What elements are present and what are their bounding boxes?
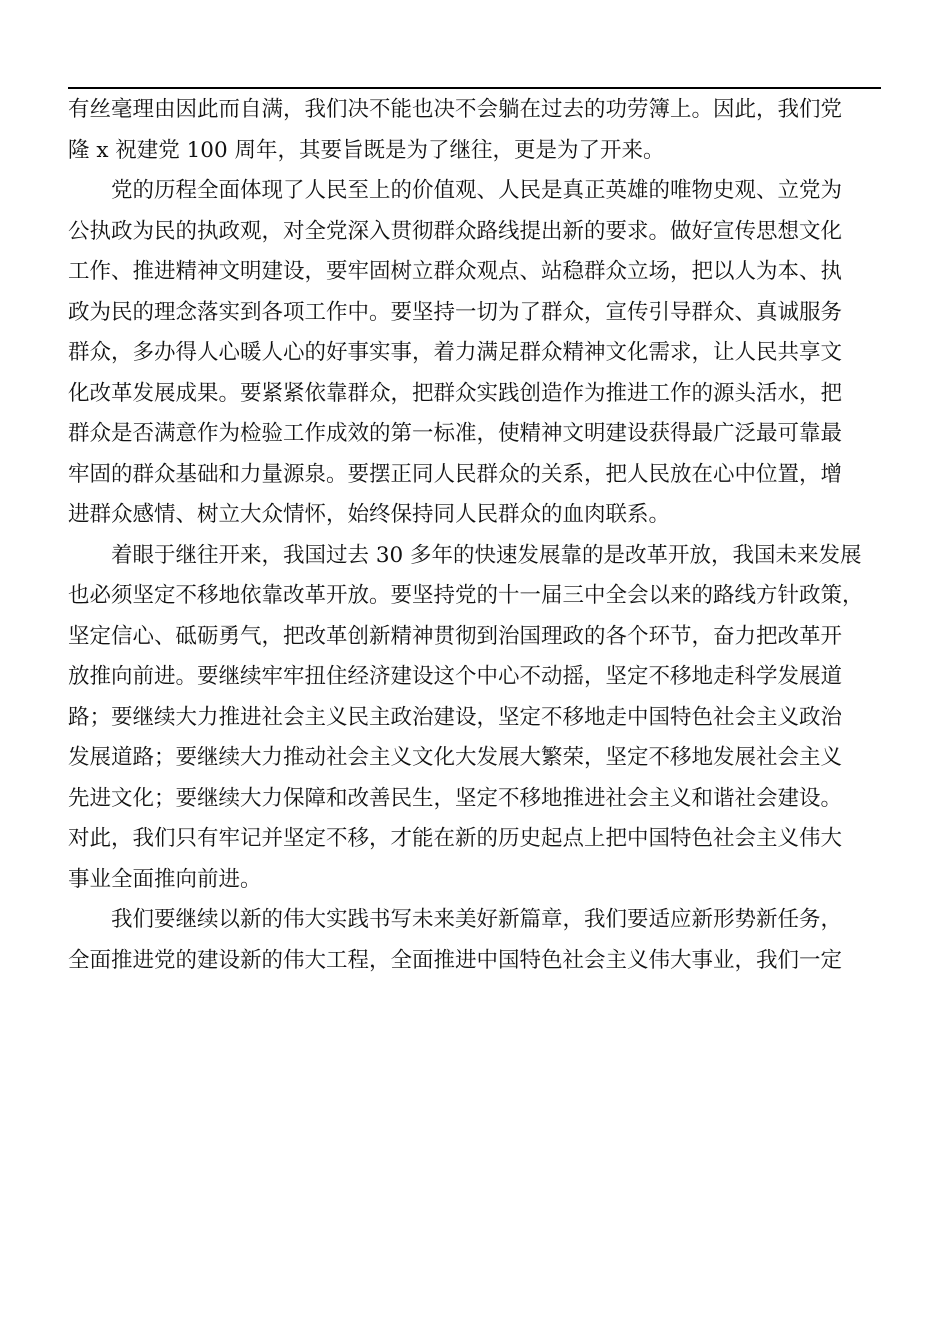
text-line: 有丝毫理由因此而自满，我们决不能也决不会躺在过去的功劳簿上。因此，我们党	[68, 97, 843, 122]
paragraph	[68, 90, 881, 171]
text-line: 党的历程全面体现了人民至上的价值观、人民是真正英雄的唯物史观、立党为	[111, 178, 843, 203]
text-line: 隆 x 祝建党 100 周年，其要旨既是为了继往，更是为了开来。	[68, 137, 665, 163]
text-line: 牢固的群众基础和力量源泉。要摆正同人民群众的关系，把人民放在心中位置，增	[68, 461, 843, 487]
document-body	[68, 90, 881, 981]
text-line: 先进文化；要继续大力保障和改善民生，坚定不移地推进社会主义和谐社会建设。	[68, 785, 843, 811]
text-line: 事业全面推向前进。	[68, 866, 262, 892]
text-line: 政为民的理念落实到各项工作中。要坚持一切为了群众，宣传引导群众、真诚服务	[68, 299, 843, 325]
text-line: 放推向前进。要继续牢牢扭住经济建设这个中心不动摇，坚定不移地走科学发展道	[68, 664, 843, 689]
text-line: 工作、推进精神文明建设，要牢固树立群众观点、站稳群众立场，把以人为本、执	[68, 259, 843, 284]
text-line: 坚定信心、砥砺勇气，把改革创新精神贯彻到治国理政的各个环节，奋力把改革开	[68, 623, 843, 649]
text-line: 着眼于继往开来，我国过去 30 多年的快速发展靠的是改革开放，我国未来发展	[111, 542, 862, 568]
paragraph	[68, 900, 881, 981]
text-line: 也必须坚定不移地依靠改革开放。要坚持党的十一届三中全会以来的路线方针政策，	[68, 583, 864, 608]
text-line: 公执政为民的执政观，对全党深入贯彻群众路线提出新的要求。做好宣传思想文化	[68, 218, 843, 244]
paragraph	[68, 536, 881, 901]
text-line: 化改革发展成果。要紧紧依靠群众，把群众实践创造作为推进工作的源头活水，把	[68, 380, 843, 406]
text-line: 进群众感情、树立大众情怀，始终保持同人民群众的血肉联系。	[68, 502, 671, 527]
text-line: 我们要继续以新的伟大实践书写未来美好新篇章，我们要适应新形势新任务，	[111, 907, 843, 932]
header-rule	[68, 87, 881, 89]
text-line: 全面推进党的建设新的伟大工程，全面推进中国特色社会主义伟大事业，我们一定	[68, 947, 843, 973]
text-line: 群众是否满意作为检验工作成效的第一标准，使精神文明建设获得最广泛最可靠最	[68, 421, 843, 446]
paragraph	[68, 171, 881, 536]
text-line: 发展道路；要继续大力推动社会主义文化大发展大繁荣，坚定不移地发展社会主义	[68, 745, 843, 770]
text-line: 群众，多办得人心暖人心的好事实事，着力满足群众精神文化需求，让人民共享文	[68, 340, 843, 365]
text-line: 路；要继续大力推进社会主义民主政治建设，坚定不移地走中国特色社会主义政治	[68, 704, 843, 730]
text-line: 对此，我们只有牢记并坚定不移，才能在新的历史起点上把中国特色社会主义伟大	[68, 826, 843, 851]
